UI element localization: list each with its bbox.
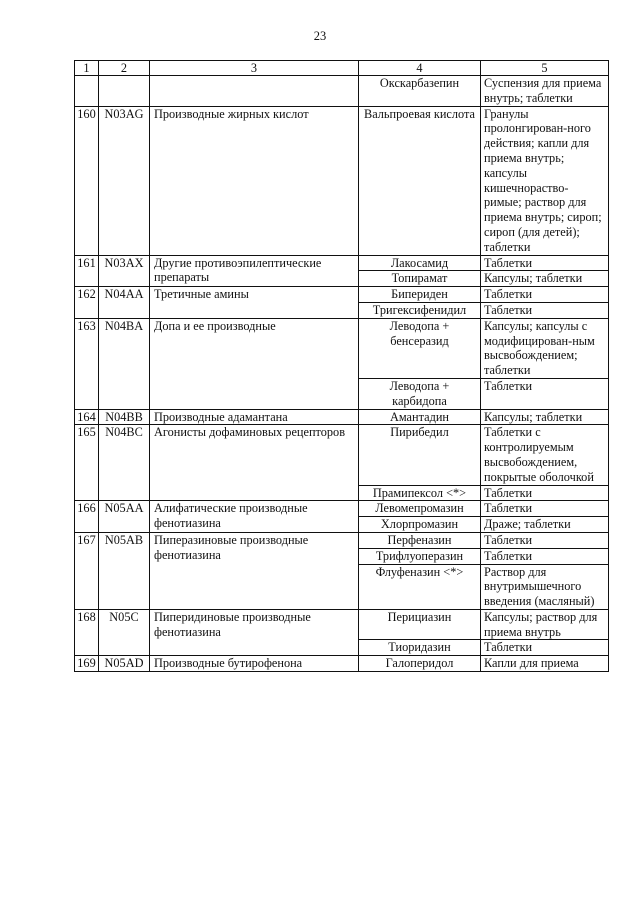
drug-name: Левомепромазин xyxy=(359,501,481,517)
drug-name: Галоперидол xyxy=(359,656,481,672)
row-number: 167 xyxy=(75,532,99,609)
atc-code: N04BB xyxy=(99,409,150,425)
column-header: 1 xyxy=(75,61,99,76)
atc-code: N05C xyxy=(99,609,150,655)
dosage-form: Гранулы пролонгирован-ного действия; капли для приема внутрь; капсулы кишечнораство-римые; раствор для приема внутрь; сироп; сироп (для детей); таблетки xyxy=(481,106,609,255)
column-header: 4 xyxy=(359,61,481,76)
dosage-form: Таблетки xyxy=(481,378,609,409)
dosage-form: Капсулы; таблетки xyxy=(481,271,609,287)
row-number xyxy=(75,76,99,107)
row-number: 163 xyxy=(75,318,99,409)
dosage-form: Таблетки xyxy=(481,501,609,517)
atc-code: N04AA xyxy=(99,287,150,319)
drug-name: Перфеназин xyxy=(359,532,481,548)
group-name: Агонисты дофаминовых рецепторов xyxy=(150,425,359,501)
row-number: 162 xyxy=(75,287,99,319)
group-name: Производные бутирофенона xyxy=(150,656,359,672)
table-header-row xyxy=(75,61,609,76)
dosage-form: Таблетки с контролируемым высвобождением, покрытые оболочкой xyxy=(481,425,609,485)
row-number: 168 xyxy=(75,609,99,655)
dosage-form: Таблетки xyxy=(481,255,609,271)
drug-name: Флуфеназин <*> xyxy=(359,564,481,609)
row-number: 165 xyxy=(75,425,99,501)
row-number: 160 xyxy=(75,106,99,255)
drug-name: Трифлуоперазин xyxy=(359,548,481,564)
drug-name: Хлорпромазин xyxy=(359,517,481,533)
dosage-form: Суспензия для приема внутрь; таблетки xyxy=(481,76,609,107)
row-number: 161 xyxy=(75,255,99,287)
dosage-form: Драже; таблетки xyxy=(481,517,609,533)
drug-name: Вальпроевая кислота xyxy=(359,106,481,255)
dosage-form: Капли для приема xyxy=(481,656,609,672)
dosage-form: Таблетки xyxy=(481,548,609,564)
drug-name: Леводопа + бенсеразид xyxy=(359,318,481,378)
column-header: 3 xyxy=(150,61,359,76)
drug-name: Тригексифенидил xyxy=(359,302,481,318)
column-header: 5 xyxy=(481,61,609,76)
table-row xyxy=(75,425,609,485)
drug-name: Пирибедил xyxy=(359,425,481,485)
group-name: Производные жирных кислот xyxy=(150,106,359,255)
column-header: 2 xyxy=(99,61,150,76)
drug-name: Бипериден xyxy=(359,287,481,303)
table-row xyxy=(75,76,609,107)
dosage-form: Раствор для внутримышечного введения (масляный) xyxy=(481,564,609,609)
atc-code xyxy=(99,76,150,107)
table-row xyxy=(75,532,609,548)
dosage-form: Таблетки xyxy=(481,485,609,501)
drug-name: Топирамат xyxy=(359,271,481,287)
table-row xyxy=(75,409,609,425)
dosage-form: Таблетки xyxy=(481,287,609,303)
atc-code: N03AX xyxy=(99,255,150,287)
table-row xyxy=(75,501,609,517)
atc-code: N04BA xyxy=(99,318,150,409)
group-name: Другие противоэпилептические препараты xyxy=(150,255,359,287)
group-name: Производные адамантана xyxy=(150,409,359,425)
group-name: Пиперидиновые производные фенотиазина xyxy=(150,609,359,655)
atc-code: N05AD xyxy=(99,656,150,672)
atc-code: N05AA xyxy=(99,501,150,533)
drug-name: Амантадин xyxy=(359,409,481,425)
table-row xyxy=(75,106,609,255)
row-number: 166 xyxy=(75,501,99,533)
group-name: Пиперазиновые производные фенотиазина xyxy=(150,532,359,609)
drug-name: Леводопа + карбидопа xyxy=(359,378,481,409)
drug-name: Лакосамид xyxy=(359,255,481,271)
atc-code: N04BC xyxy=(99,425,150,501)
drug-name: Прамипексол <*> xyxy=(359,485,481,501)
drug-table xyxy=(74,60,609,672)
dosage-form: Таблетки xyxy=(481,640,609,656)
atc-code: N05AB xyxy=(99,532,150,609)
table-row xyxy=(75,255,609,271)
dosage-form: Капсулы; капсулы с модифицирован-ным высвобождением; таблетки xyxy=(481,318,609,378)
row-number: 169 xyxy=(75,656,99,672)
dosage-form: Капсулы; таблетки xyxy=(481,409,609,425)
drug-name: Окскарбазепин xyxy=(359,76,481,107)
drug-name: Тиоридазин xyxy=(359,640,481,656)
atc-code: N03AG xyxy=(99,106,150,255)
table-row xyxy=(75,656,609,672)
dosage-form: Таблетки xyxy=(481,532,609,548)
group-name: Алифатические производные фенотиазина xyxy=(150,501,359,533)
page-number: 23 xyxy=(313,29,327,43)
table-row xyxy=(75,287,609,303)
table-row xyxy=(75,609,609,640)
group-name: Допа и ее производные xyxy=(150,318,359,409)
group-name xyxy=(150,76,359,107)
table-row xyxy=(75,318,609,378)
row-number: 164 xyxy=(75,409,99,425)
drug-name: Перициазин xyxy=(359,609,481,640)
group-name: Третичные амины xyxy=(150,287,359,319)
dosage-form: Капсулы; раствор для приема внутрь xyxy=(481,609,609,640)
dosage-form: Таблетки xyxy=(481,302,609,318)
